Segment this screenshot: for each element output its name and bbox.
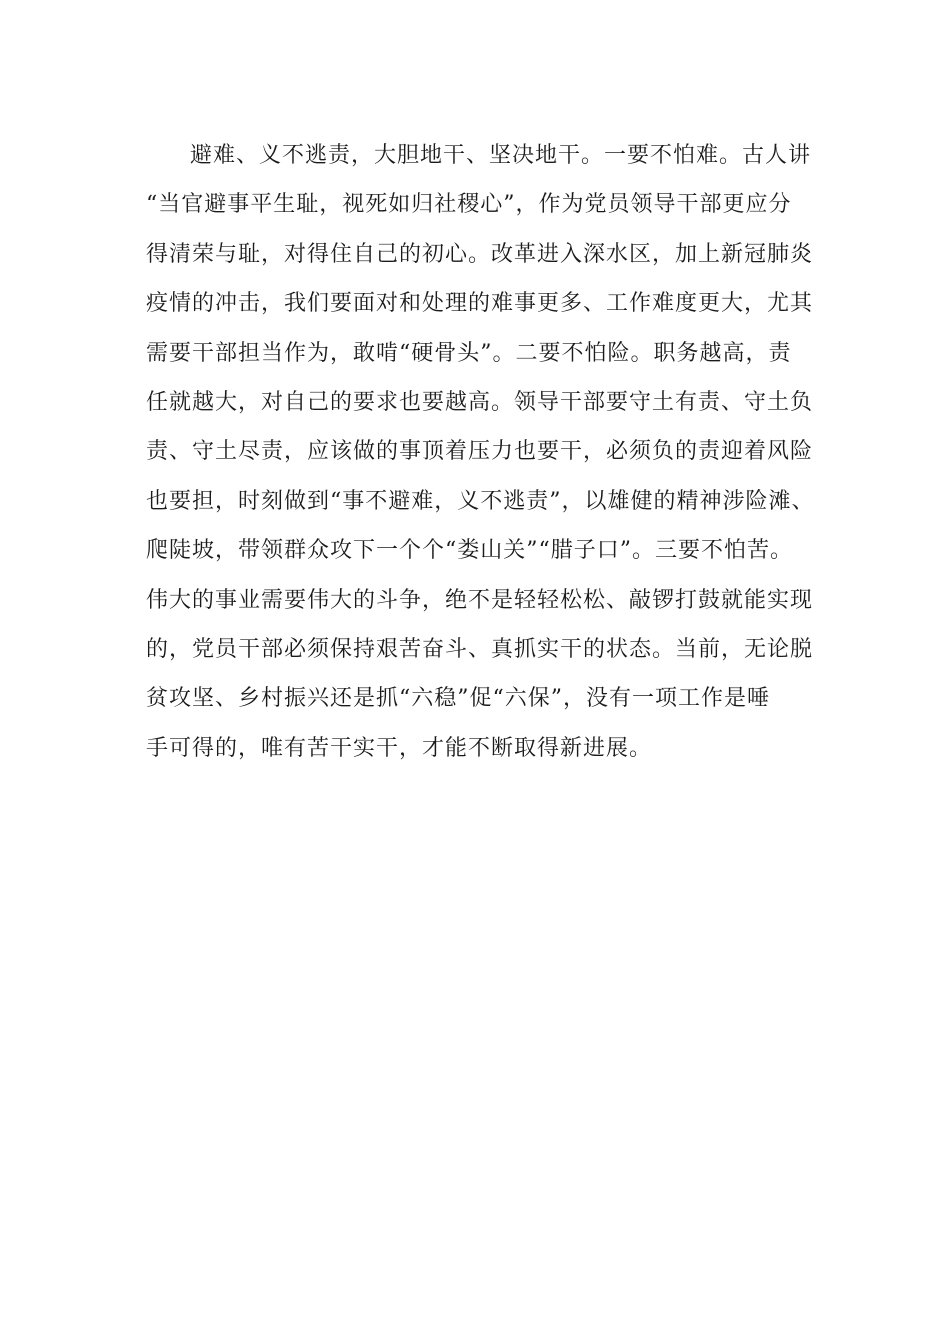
paragraph-line: 需要干部担当作为，敢啃“硬骨头”。二要不怕险。职务越高，责 xyxy=(146,340,792,366)
paragraph-line: 避难、义不逃责，大胆地干、坚决地干。一要不怕难。古人讲 xyxy=(190,143,812,168)
paragraph-line: 伟大的事业需要伟大的斗争，绝不是轻轻松松、敲锣打鼓就能实现 xyxy=(146,587,814,613)
paragraph-line: 爬陡坡，带领群众攻下一个个“娄山关”“腊子口”。三要不怕苦。 xyxy=(146,538,793,564)
paragraph-line: 的，党员干部必须保持艰苦奋斗、真抓实干的状态。当前，无论脱 xyxy=(146,636,814,662)
paragraph-line: 得清荣与耻，对得住自己的初心。改革进入深水区，加上新冠肺炎 xyxy=(146,241,814,267)
paragraph-line: 贫攻坚、乡村振兴还是抓“六稳”促“六保”，没有一项工作是唾 xyxy=(146,686,770,712)
paragraph-line: 也要担，时刻做到“事不避难，义不逃责”，以雄健的精神涉险滩、 xyxy=(146,488,815,514)
paragraph-line: 责、守土尽责，应该做的事顶着压力也要干，必须负的责迎着风险 xyxy=(146,439,814,465)
paragraph-line: 疫情的冲击，我们要面对和处理的难事更多、工作难度更大，尤其 xyxy=(146,291,814,317)
paragraph-line: 任就越大，对自己的要求也要越高。领导干部要守土有责、守土负 xyxy=(146,389,814,415)
paragraph-line: “当官避事平生耻，视死如归社稷心”，作为党员领导干部更应分 xyxy=(146,192,792,218)
body-paragraph xyxy=(146,131,826,773)
paragraph-line: 手可得的，唯有苦干实干，才能不断取得新进展。 xyxy=(146,735,653,761)
